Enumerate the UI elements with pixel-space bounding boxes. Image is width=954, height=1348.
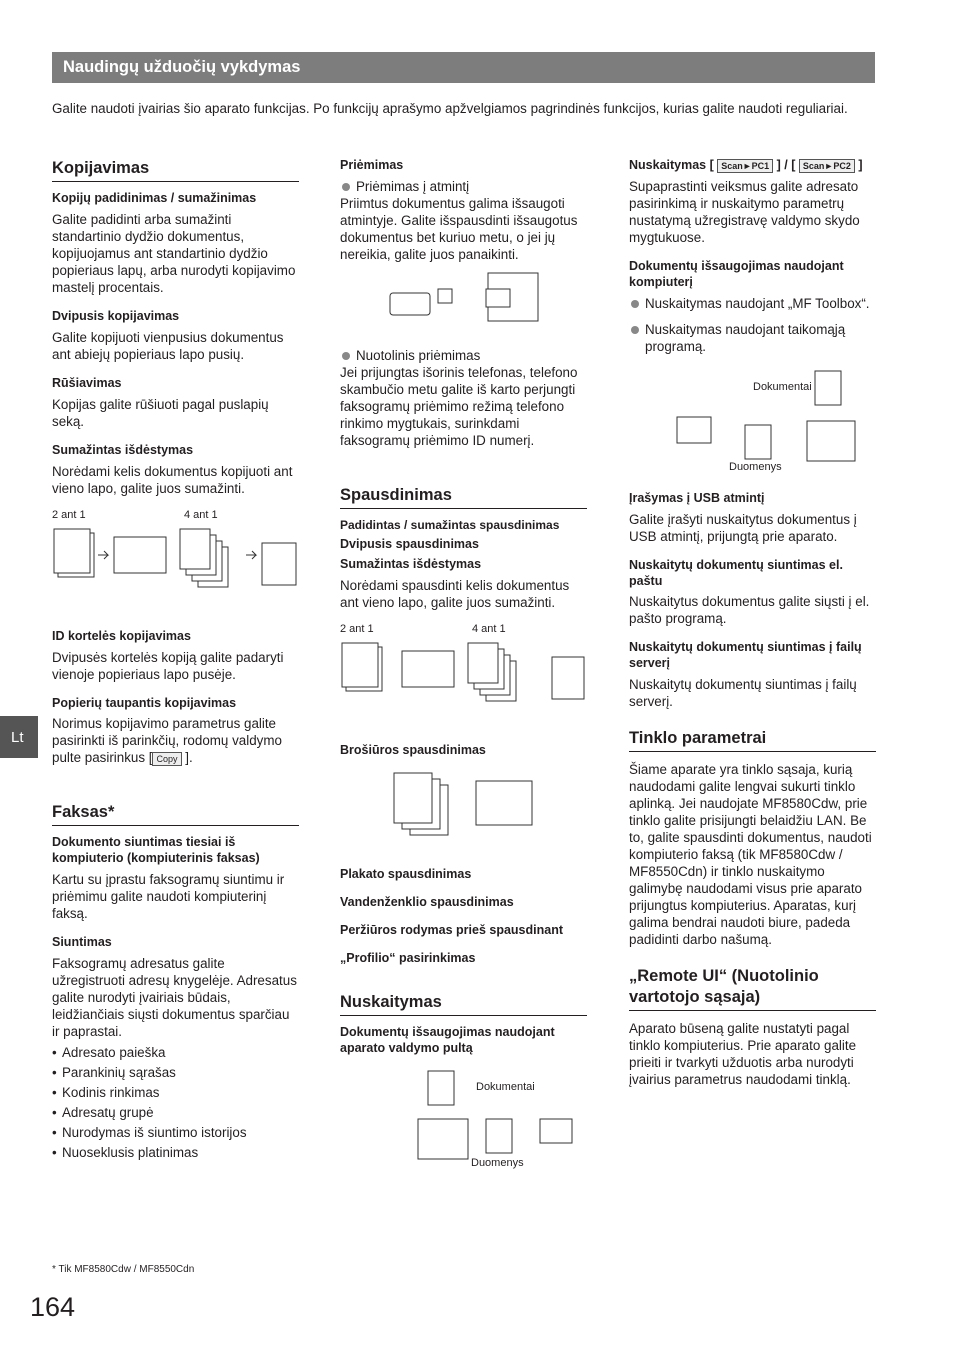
page-number: 164 xyxy=(30,1292,76,1322)
text-paper-save: Norimus kopijavimo parametrus galite pasirinkti iš parinkčių, rodomų valdymo pulte pasirinkus [ Copy ]. xyxy=(52,716,282,766)
label-4in1: 4 ant 1 xyxy=(184,508,218,521)
text-remote-ui: Aparato būseną galite nustatyti pagal tinklo kompiuterius. Prie aparato galite prieiti ir tvarkyti užduotis arba nurodyti įvairius parametrus naudodami tinklą. xyxy=(629,1021,857,1088)
text-nup: Norėdami kelis dokumentus kopijuoti ant vieno lapo, galite juos sumažinti. xyxy=(52,463,293,496)
print-nup-diagram-icon xyxy=(340,639,587,729)
heading-usb: Įrašymas į USB atmintį xyxy=(629,490,765,505)
heading-profile: „Profilio“ pasirinkimas xyxy=(340,950,476,965)
column-1 xyxy=(52,158,299,1164)
list-item: • Parankinių sąrašas xyxy=(52,1064,299,1081)
text-duplex: Galite kopijuoti vienpusius dokumentus ant abiejų popieriaus lapo pusių. xyxy=(52,329,284,362)
heading-booklet: Brošiūros spausdinimas xyxy=(340,743,486,758)
label-2in1: 2 ant 1 xyxy=(340,623,374,636)
heading-scan: Nuskaitymas xyxy=(340,992,587,1016)
list-item: • Adresato paieška xyxy=(52,1044,299,1061)
text-enlarge: Galite padidinti arba sumažinti standartinio dydžio dokumentus, kopijuojamus ant standartinio dydžio popieriaus lapų, arba nurodyti kopijavimo mastelį procentais. xyxy=(52,211,296,295)
text-id-card: Dvipusės kortelės kopiją galite padaryti vienoje popieriaus lapo pusėje. xyxy=(52,649,284,682)
booklet-icon xyxy=(340,769,587,849)
heading-pc-fax: Dokumento siuntimas tiesiai iš kompiuterio (kompiuterinis faksas) xyxy=(52,835,260,866)
heading-print-duplex: Dvipusis spausdinimas xyxy=(340,537,479,552)
heading-copy: Kopijavimas xyxy=(52,158,299,182)
copy-button-icon: Copy xyxy=(152,752,181,766)
heading-paper-save: Popierių taupantis kopijavimas xyxy=(52,695,237,710)
label-documents: Dokumentai xyxy=(476,1081,535,1094)
scan-pc1-button-icon: Scan►PC1 xyxy=(717,159,773,173)
heading-id-card: ID kortelės kopijavimas xyxy=(52,628,191,643)
intro-text: Galite naudoti įvairias šio aparato funkcijas. Po funkcijų aprašymo apžvelgiamos pagrindinės funkcijos, kurias galite naudoti reguliariai. xyxy=(52,101,848,116)
label-2in1: 2 ant 1 xyxy=(52,508,86,521)
heading-fax: Faksas* xyxy=(52,802,299,826)
nup-illustration xyxy=(52,503,299,615)
heading-remote-ui: „Remote UI“ (Nuotolinio vartotojo sąsaja) xyxy=(629,966,876,1011)
text-print-nup: Norėdami spausdinti kelis dokumentus ant vieno lapo, galite juos sumažinti. xyxy=(340,578,570,611)
heading-file-server: Nuskaitytų dokumentų siuntimas į failų serverį xyxy=(629,640,862,671)
text-pc-fax: Kartu su įprastu faksogramų siuntimu ir priėmimu galite naudoti kompiuterinį faksą. xyxy=(52,872,285,922)
column-2 xyxy=(340,158,587,1187)
list-item: • Nuoseklusis platinimas xyxy=(52,1144,299,1161)
bullet-application: Nuskaitymas naudojant taikomąją programą. xyxy=(629,321,876,355)
text-usb: Galite įrašyti nuskaitytus dokumentus į USB atmintį, prijungtą prie aparato. xyxy=(629,511,857,544)
text-network: Šiame aparate yra tinklo sąsaja, kurią naudodami galite lengvai sukurti tinklo aplinką. Jei naudojate MF8580Cdw, prie tinklo galite prisijungti belaidžiu LAN. Be to, galite spausdinti dokumentus, naudoti kompiuterio faksą (tik MF8580Cdw / MF8550Cdn) ir tinklo nuskaitymo galimybę naudodami visus prie aparato prijungtus kompiuterius. Aparatas, kurį galima bendrai naudoti biure, padeda padidinti darbo našumą. xyxy=(629,762,872,948)
column-3 xyxy=(629,158,876,1088)
nup-diagram-icon xyxy=(52,525,299,615)
text-file-server: Nuskaitytų dokumentų siuntimas į failų serverį. xyxy=(629,677,857,710)
text-email: Nuskaitytus dokumentus galite siųsti į el. pašto programą. xyxy=(629,594,870,627)
heading-email: Nuskaitytų dokumentų siuntimas el. paštu xyxy=(629,557,843,588)
list-item: • Kodinis rinkimas xyxy=(52,1084,299,1101)
heading-enlarge: Kopijų padidinimas / sumažinimas xyxy=(52,190,257,205)
bullet-mf-toolbox: Nuskaitymas naudojant „MF Toolbox“. xyxy=(629,295,876,312)
heading-send: Siuntimas xyxy=(52,935,112,950)
text-memory-rx: Priimtus dokumentus galima išsaugoti atmintyje. Galite išspausdinti išsaugotus dokumentus bet kuriuo metu, o jei jų nereikia, galite juos panaikinti. xyxy=(340,195,578,262)
label-4in1: 4 ant 1 xyxy=(472,623,506,636)
list-item: • Nurodymas iš siuntimo istorijos xyxy=(52,1124,299,1141)
bullet-memory-rx: Priėmimas į atmintį xyxy=(340,178,587,195)
heading-scan-pc-buttons: Nuskaitymas [ Scan►PC1 ] / [ Scan►PC2 ] xyxy=(629,158,863,172)
heading-receive: Priėmimas xyxy=(340,158,404,172)
heading-scan-pc: Dokumentų išsaugojimas naudojant kompiuterį xyxy=(629,258,844,289)
heading-print: Spausdinimas xyxy=(340,485,587,509)
language-tab: Lt xyxy=(0,716,38,758)
text-scan-pc-buttons: Supaprastinti veiksmus galite adresato pasirinkimą ir nuskaitymo parametrų nustatymą užregistravę valdymo skydo mygtukuose. xyxy=(629,178,860,245)
label-documents: Dokumentai xyxy=(753,380,812,393)
section-banner: Naudingų užduočių vykdymas xyxy=(52,52,875,83)
fax-machine-icon xyxy=(340,269,587,329)
heading-sort: Rūšiavimas xyxy=(52,375,122,390)
label-data: Duomenys xyxy=(729,460,782,473)
text-sort: Kopijas galite rūšiuoti pagal puslapių seką. xyxy=(52,396,269,429)
heading-preview: Peržiūros rodymas prieš spausdinant xyxy=(340,922,563,937)
print-nup-illustration xyxy=(340,617,587,729)
scan-pc2-button-icon: Scan►PC2 xyxy=(799,159,855,173)
heading-poster: Plakato spausdinimas xyxy=(340,866,472,881)
scan-pc-illustration xyxy=(629,361,876,477)
heading-print-enlarge: Padidintas / sumažintas spausdinimas xyxy=(340,518,560,533)
heading-nup: Sumažintas išdėstymas xyxy=(52,442,194,457)
heading-duplex: Dvipusis kopijavimas xyxy=(52,308,180,323)
heading-print-nup: Sumažintas išdėstymas xyxy=(340,557,482,572)
scanner-to-pc-icon xyxy=(340,1063,587,1173)
heading-watermark: Vandenženklio spausdinimas xyxy=(340,894,514,909)
label-data: Duomenys xyxy=(471,1157,524,1170)
list-item: • Adresatų grupė xyxy=(52,1104,299,1121)
text-send: Faksogramų adresatus galite užregistruoti adresų knygelėje. Adresatus galite nurodyti įvairiais būdais, leidžiančiais siųsti dokumentus sparčiau ir paprastai. xyxy=(52,956,297,1040)
heading-scan-panel: Dokumentų išsaugojimas naudojant aparato valdymo pultą xyxy=(340,1025,555,1056)
bullet-remote-rx: Nuotolinis priėmimas xyxy=(340,347,587,364)
heading-network: Tinklo parametrai xyxy=(629,728,876,752)
pc-scan-diagram-icon xyxy=(629,361,876,477)
text-remote-rx: Jei prijungtas išorinis telefonas, telefono skambučio metu galite iš karto perjungti faksogramų priėmimo režimą telefono rinkimo mygtukais, surinkdami faksogramų priėmimo ID numerį. xyxy=(340,364,578,449)
scan-panel-illustration xyxy=(340,1063,587,1173)
footnote: * Tik MF8580Cdw / MF8550Cdn xyxy=(52,1264,195,1275)
